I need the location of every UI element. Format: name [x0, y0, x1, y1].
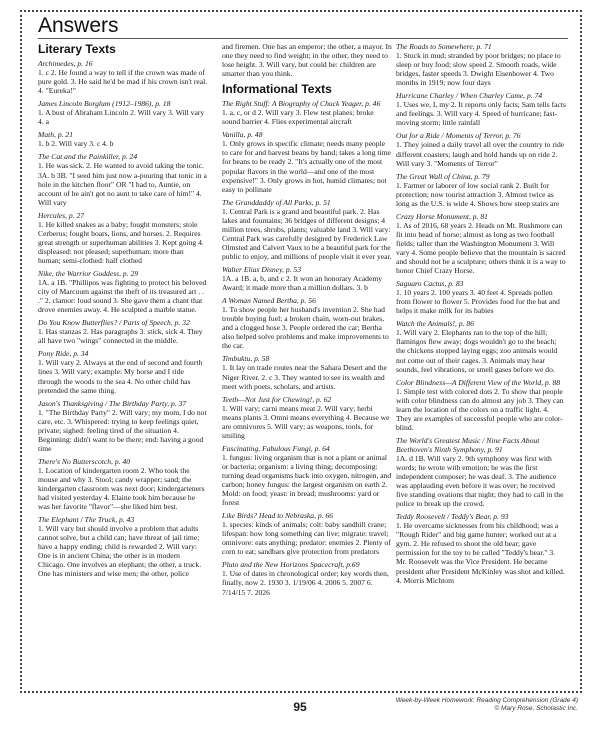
- entry-answer: 1. Uses we, I, my 2. It reports only facts; Sam tells facts and feelings. 3. Will vary 4. Speed of hurricane; fast-moving storm; little rainfall: [396, 100, 566, 128]
- column-3: [396, 42, 566, 589]
- column-1: [38, 42, 208, 582]
- entry-title: The World's Greatest Music / Nine Facts About Beethoven's Ninth Symphony, p. 91: [396, 435, 540, 454]
- section-heading-informational: Informational Texts: [222, 82, 332, 97]
- answer-entry: [38, 269, 208, 314]
- credit-line-2: © Mary Rose, Scholastic Inc.: [494, 705, 578, 712]
- entry-answer: and firemen. One has an emperor; the other, a mayor. In one they need to find weight; in the other, they need to lose height. 3. Will vary, but could be: children are smarter than you think.: [222, 42, 392, 79]
- entry-title: The Elephant / The Truck, p. 43: [38, 515, 135, 525]
- entry-title: Crazy Horse Monument, p. 81: [396, 211, 488, 221]
- page-number: 95: [293, 700, 307, 714]
- entry-answer: 1A. d 1B. Will vary 2. 9th symphony was first with words; he wrote with emotion; he was the first independent composer; he was deaf. 3. The audience was applauding even before it was over; he received five standing ovations that night; they had to call in the police to break up the crowd.: [396, 453, 564, 509]
- answer-entry: [38, 59, 208, 95]
- entry-answer: 1. species: kinds of animals; colt: baby sandhill crane; lifespan: how long something can live; migrate: travel; omnivore: eats anything; predator: enemies 2. Plenty of corn to eat; sandbars give protection from predators: [222, 520, 391, 557]
- entry-answer: 1. Has stanzas 2. Has paragraphs 3. stick, sick 4. They all have two "wings" connected in the middle.: [38, 327, 203, 346]
- entry-title: Vanilla, p. 48: [222, 130, 263, 140]
- credit: [396, 697, 578, 713]
- answer-entry: [222, 444, 392, 507]
- entry-answer: 1. Location of kindergarten room 2. Who took the mouse and why 3. Stool; candy wrapper; sand; the kindergarten classroom was next door; kindergarteners had visited yesterday 4. Elaine took him because he was her favorite "flavor"—she liked him best.: [38, 465, 205, 512]
- answer-entry: [38, 318, 208, 345]
- entry-answer: 1. Stuck in mud; stranded by poor bridges; no place to sleep or buy food; slow speed 2. Smooth roads, wide bridges, faster speeds 3. Dwight Eisenhower 4. Two months in 1919; now four days: [396, 51, 561, 88]
- entry-title: Teddy Roosevelt / Teddy's Bear, p. 93: [396, 512, 509, 522]
- entry-title: There's No Butterscotch, p. 40: [38, 456, 131, 466]
- entry-answer: 1. "The Birthday Party" 2. Will vary; my mom, I do not care, etc. 3. Whispered: trying to keep feelings quiet, private; sighed: feeling tired of the situation 4. Beginning: didn't want to be there; end: having a good time: [38, 407, 207, 453]
- entry-title: Hercules, p. 27: [38, 210, 85, 220]
- answer-entry: [38, 99, 208, 126]
- entry-answer: 1. Farmer or laborer of low social rank 2. Built for protection; now tourist attraction 3. Almost twice as long as the U.S. is wide 4. Shows how steep stairs are: [396, 180, 560, 208]
- entry-title: The Roads to Somewhere, p. 71: [396, 42, 492, 51]
- page-title: Answers: [38, 14, 119, 37]
- entry-title: Timbuktu, p. 58: [222, 354, 270, 364]
- entry-answer: 1. As of 2016, 68 years 2. Heads on Mt. Rushmore can fit into head of horse; almost as long as two football fields; taller than the Washington Monument 3. Will vary 4. Some people believe that the mountain is sacred and should not be a sculpture; others think it is a way to honor Chief Crazy Horse.: [396, 220, 566, 276]
- answer-entry: [38, 152, 208, 206]
- title-rule: [38, 38, 568, 39]
- entry-answer: 1. He was sick. 2. He wanted to avoid taking the tonic. 3A. b 3B. "I seed him just now a-pouring that tonic in a hole in the kitchen floor" OR "I had to, Auntie, on account of he ain't got no aunt to take care of him!" 4. Will vary: [38, 161, 207, 207]
- entry-title: Jason's Thanksgiving / The Birthday Party, p. 37: [38, 398, 187, 408]
- entry-answer: 1. b 2. Will vary 3. c 4. b: [38, 139, 114, 149]
- answer-entry: [222, 265, 392, 292]
- entry-answer: 1. c 2. He found a way to tell if the crown was made of pure gold. 3. He said he'd be mad if his crown isn't real. 4. "Eureka!": [38, 68, 208, 96]
- entry-answer: 1. It lay on trade routes near the Sahara Desert and the Niger River. 2. c 3. They wanted to see its wealth and meet with poets, scholars, and artists.: [222, 363, 387, 391]
- entry-answer: 1. Only grows in specific climate; needs many people to care for and harvest beans by hand; takes a long time for beans to be ready 2. "It's actually one of the most popular flavors in the world—and one of the most expensive!" 3. Only grows in hot, humid climates; not easy to pollinate: [222, 139, 391, 194]
- entry-answer: 1. 10 years 2. 100 years 3. 40 feet 4. Spreads pollen from flower to flower 5. Provides food for the bat and helps it make milk for its babies: [396, 288, 560, 316]
- answer-entry: [222, 296, 392, 350]
- answer-entry: [38, 399, 208, 453]
- entry-title: Hurricane Charley / When Charley Came, p. 74: [396, 91, 543, 101]
- answer-columns: [38, 42, 570, 687]
- entry-title: Fascinating, Fabulous Fungi, p. 64: [222, 443, 330, 453]
- entry-title: Like Birds? Head to Nebraska, p. 66: [222, 511, 334, 521]
- section-heading-literary: Literary Texts: [38, 42, 116, 56]
- answer-entry: [38, 211, 208, 265]
- entry-title: The Great Wall of China, p. 79: [396, 171, 490, 181]
- entry-title: Archimedes, p. 16: [38, 59, 93, 68]
- answer-entry: [222, 130, 392, 193]
- answer-entry: [396, 172, 566, 208]
- entry-answer: 1. He killed snakes as a baby; fought monsters; stole Cerberus; fought boars, lions, and horses. 2. Requires great strength or superhuman abilities 3. Kept going 4. displeased: not pleased; superhuman: more than human; semi-clothed: half clothed: [38, 219, 204, 265]
- entry-answer: 1A. a 1B. a, b, and c 2. It won an honorary Academy Award; it made more than a million dollars. 3. b: [222, 274, 383, 293]
- answer-entry: [396, 512, 566, 584]
- column-3-entries: [396, 42, 566, 585]
- answer-entry: [38, 130, 208, 148]
- answer-entry: [396, 378, 566, 432]
- entry-answer: 1. To show people her husband's invention 2. She had trouble buying fuel; a broken chain, worn-out brakes, and a clogged hose 3. People ordered the car; Bertha also helped solve problems and make improvements to the car.: [222, 305, 389, 351]
- answer-entry: [396, 42, 566, 87]
- column-2-entries: [222, 99, 392, 596]
- entry-answer: 1. Will vary 2. Elephants ran to the top of the hill; flamingos flew away; dogs wouldn't go to the beach; the chickens stopped laying eggs; zoo animals would not come out of their cages. 3. Animals may hear sounds, feel vibrations, or smell gases before we do.: [396, 328, 558, 374]
- entry-title: Math, p. 21: [38, 130, 74, 140]
- entry-title: Out for a Ride / Moments of Terror, p. 76: [396, 131, 521, 141]
- answer-entry: [222, 198, 392, 261]
- answer-entry: [222, 560, 392, 596]
- entry-title: Pony Ride, p. 34: [38, 349, 89, 359]
- entry-title: The Cat and the Painkiller, p. 24: [38, 152, 138, 162]
- entry-title: Teeth—Not Just for Chewing!, p. 62: [222, 394, 332, 404]
- entry-title: A Woman Named Bertha, p. 56: [222, 296, 316, 306]
- answer-entry: [396, 91, 566, 127]
- entry-answer: 1. They joined a daily travel all over the country to ride different coasters; laugh and hold hands up on ride 2. Will vary 3. "Moments of Terror": [396, 140, 565, 168]
- entry-answer: 1. Use of dates in chronological order; key words then, finally, now 2. 1930 3. 1/19/06 4. 2006 5. 2007 6. 7/14/15 7. 2026: [222, 569, 389, 597]
- entry-title: Pluto and the New Horizons Spacecraft, p.69: [222, 560, 360, 570]
- continued-answer: [222, 42, 392, 78]
- entry-title: Color Blindness—A Different View of the World, p. 88: [396, 377, 561, 387]
- answer-entry: [396, 436, 566, 508]
- entry-answer: 1. He overcame sicknesses from his childhood; was a "Rough Rider" and big game hunter; worked out at a gym. 2. He refused to shoot the old bear; gave permission for the toy to be called "Teddy's bear." 3. Mr. Roosevelt was the Vice President. He became president after President McKinley was shot and killed. 4. Morris Michtom: [396, 521, 565, 585]
- entry-title: Saguaro Cactus, p. 83: [396, 279, 464, 289]
- answer-entry: [396, 131, 566, 167]
- entry-title: Walter Elias Disney, p. 53: [222, 264, 302, 274]
- answer-entry: [38, 457, 208, 511]
- entry-answer: 1. a, c, or d 2. Will vary 3. Flew test planes; broke sound barrier 4. Flies experimental aircraft: [222, 108, 374, 127]
- credit-line-1: Week-by-Week Homework: Reading Comprehension (Grade 4): [395, 697, 578, 704]
- entry-title: Nike, the Warrior Goddess, p. 29: [38, 268, 139, 278]
- column-1-entries: [38, 59, 208, 578]
- entry-answer: 1. Central Park is a grand and beautiful park. 2. Has lakes and fountains; 36 bridges of different designs; 4 million trees, shrubs, plants; valuable land 3. Will vary: Central Park was carefully designed by Frederick Law Olmsted and Calvert Vaux to be a beautiful park for the public to enjoy, and millions of people visit it ever year.: [222, 206, 392, 261]
- column-2: [222, 42, 392, 601]
- answer-entry: [222, 511, 392, 556]
- entry-title: The Right Stuff: A Biography of Chuck Yeager, p. 46: [222, 99, 381, 109]
- answer-entry: [222, 99, 392, 126]
- answer-entry: [396, 212, 566, 275]
- entry-title: James Lincoln Borglum (1912–1986), p. 18: [38, 99, 171, 109]
- entry-answer: 1. Will vary but should involve a problem that adults cannot solve, but a child can; have threat of jail time; have a happy ending; child is rewarded 2. Will vary: One is in ancient China; the other is in modern Chicago. One involves an elephant; the other, a truck. One has ministers and wise men; the other, police: [38, 524, 202, 579]
- answer-entry: [222, 395, 392, 440]
- entry-answer: 1A. a 1B. "Phillipos was fighting to protect his beloved city of Marcuum against the theft of its treasured art . . ." 2. clamor: loud sound 3. She gave them a chant that drove enemies away. 4. He sculpted a marble statue.: [38, 278, 207, 315]
- answer-entry: [396, 279, 566, 315]
- entry-title: Do You Know Butterflies? / Parts of Speech, p. 32: [38, 318, 190, 328]
- entry-title: Watch the Animals!, p. 86: [396, 319, 475, 329]
- entry-answer: 1. Will vary; carni means meat 2. Will vary; herbi means plants 3. Omni means everything 4. Because we are omnivores 5. Will vary; as weapons, tools, for smiling: [222, 403, 390, 440]
- entry-answer: 1. Will vary 2. Always at the end of second and fourth lines 3. Will vary; example: My horse and I ride through the woods to the sea 4. No other child has pretended the same thing.: [38, 358, 203, 395]
- entry-answer: 1. Simple test with colored dots 2. To show that people with color blindness can do almost any job 3. They can learn the location of the colors on a traffic light. 4. They are examples of successful people who are color-blind.: [396, 386, 564, 432]
- answer-entry: [38, 349, 208, 394]
- entry-answer: 1. A bust of Abraham Lincoln 2. Will vary 3. Will vary 4. a: [38, 108, 205, 127]
- entry-title: The Granddaddy of All Parks, p. 51: [222, 197, 331, 207]
- entry-answer: 1. fungus: living organism that is not a plant or animal or bacteria; organism: a living thing; decomposing: turning dead organisms back into oxygen, nitrogen, and carbon; honey fungus: the largest organism on earth 2. Mold: on food; yeast: in bread; mushrooms: yard or forest: [222, 452, 392, 508]
- answer-entry: [38, 515, 208, 578]
- answer-entry: [222, 354, 392, 390]
- answer-entry: [396, 319, 566, 373]
